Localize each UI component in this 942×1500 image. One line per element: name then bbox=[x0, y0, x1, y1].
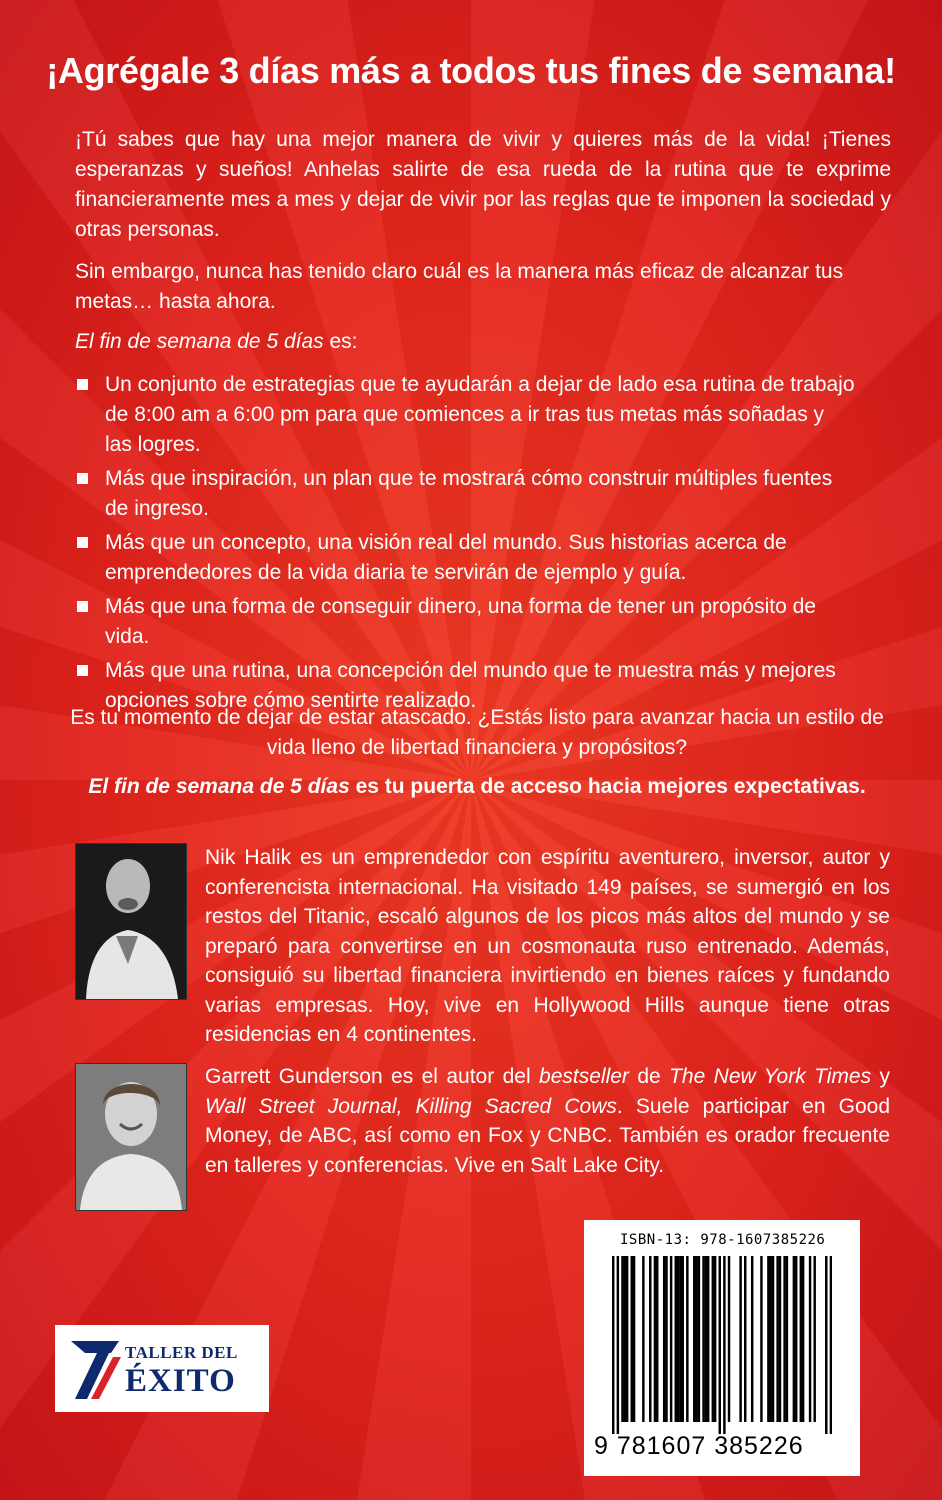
barcode-digits: 9 781607 385226 bbox=[594, 1432, 804, 1460]
barcode-bars-icon bbox=[612, 1256, 832, 1434]
barcode-bar bbox=[665, 1256, 667, 1422]
barcode-bar bbox=[626, 1256, 628, 1422]
publisher-logo bbox=[55, 1325, 269, 1412]
barcode-bar bbox=[783, 1256, 785, 1422]
barcode-bar bbox=[681, 1256, 683, 1422]
barcode-bar bbox=[767, 1256, 769, 1422]
list-item bbox=[75, 528, 855, 588]
bio-text: de bbox=[628, 1065, 670, 1088]
barcode-bar bbox=[769, 1256, 771, 1422]
bio-italic: bestseller bbox=[539, 1065, 629, 1088]
barcode-bar bbox=[633, 1256, 635, 1422]
portrait-nik-image bbox=[76, 844, 186, 999]
bio-garrett-gunderson bbox=[205, 1062, 890, 1180]
barcode-bar bbox=[642, 1256, 644, 1422]
barcode-bar bbox=[624, 1256, 626, 1422]
square-bullet-icon bbox=[77, 665, 88, 676]
second-paragraph: Sin embargo, nunca has tenido claro cuál es la manera más eficaz de alcanzar tus metas… hasta ahora. bbox=[75, 260, 844, 313]
list-item bbox=[75, 464, 855, 524]
barcode-bar bbox=[707, 1256, 709, 1422]
intro-paragraph: ¡Tú sabes que hay una mejor manera de vivir y quieres más de la vida! ¡Tienes esperanzas y sueños! Anhelas salirte de esa rueda de la rutina que te exprime financieramente mes a mes y dejar de vivir por las reglas que te imponen la sociedad y otras personas. bbox=[75, 128, 891, 241]
headline: ¡Agrégale 3 días más a todos tus fines de semana! bbox=[46, 50, 896, 91]
barcode-bar bbox=[693, 1256, 695, 1422]
list-item bbox=[75, 592, 855, 652]
list-item-text: Más que una rutina, una concepción del mundo que te muestra más y mejores opciones sobre cómo sentirte realizado. bbox=[105, 659, 836, 712]
list-item-text: Más que una forma de conseguir dinero, una forma de tener un propósito de vida. bbox=[105, 595, 816, 648]
barcode-bar bbox=[612, 1256, 614, 1434]
barcode-bar bbox=[649, 1256, 651, 1422]
barcode-bar bbox=[698, 1256, 700, 1422]
square-bullet-icon bbox=[77, 601, 88, 612]
bio-italic: The New York Times bbox=[669, 1065, 872, 1088]
barcode-bar bbox=[654, 1256, 656, 1422]
barcode-bar bbox=[677, 1256, 679, 1422]
benefits-list bbox=[75, 370, 855, 720]
barcode-bar bbox=[714, 1256, 716, 1422]
barcode-bar bbox=[825, 1256, 827, 1434]
barcode-bar bbox=[686, 1256, 688, 1422]
closing-title-italic: El fin de semana de 5 días bbox=[88, 775, 350, 798]
barcode-bar bbox=[793, 1256, 795, 1422]
closing-tagline bbox=[62, 772, 892, 802]
portrait-garrett-image bbox=[76, 1064, 186, 1210]
barcode-bar bbox=[830, 1256, 832, 1434]
bio-text: . Suele participar en Good Money, de ABC, así como en Fox y CNBC. También es orador frecuente en talleres y conferencias. Vive en Salt Lake City. bbox=[205, 1094, 891, 1177]
isbn-barcode bbox=[584, 1220, 860, 1476]
logo-text-top: TALLER DEL bbox=[125, 1343, 238, 1362]
barcode-bar bbox=[656, 1256, 658, 1422]
logo-text-bottom: ÉXITO bbox=[125, 1363, 236, 1399]
list-item-text: Más que inspiración, un plan que te mostrará cómo construir múltiples fuentes de ingreso. bbox=[105, 467, 833, 520]
bio-text: Garrett Gunderson es el autor del bbox=[205, 1065, 540, 1088]
square-bullet-icon bbox=[77, 379, 88, 390]
list-item-text: Más que un concepto, una visión real del mundo. Sus historias acerca de emprendedores de la vida diaria te servirán de ejemplo y guía. bbox=[105, 531, 787, 584]
barcode-bar bbox=[631, 1256, 633, 1422]
barcode-bar bbox=[663, 1256, 665, 1422]
barcode-bar bbox=[776, 1256, 778, 1422]
author-photo-nik bbox=[75, 843, 187, 1000]
barcode-bar bbox=[786, 1256, 788, 1422]
barcode-bar bbox=[712, 1256, 714, 1422]
barcode-bar bbox=[802, 1256, 804, 1422]
barcode-bar bbox=[695, 1256, 697, 1422]
barcode-bar bbox=[739, 1256, 741, 1422]
barcode-bar bbox=[800, 1256, 802, 1422]
bio-nik-halik: Nik Halik es un emprendedor con espíritu aventurero, inversor, autor y conferencista internacional. Ha visitado 149 países, se sumergió en los restos del Titanic, escaló algunos de los picos más altos del mundo y se preparó para convertirse en un cosmonauta ruso entrenado. Además, consiguió su libertad financiera invirtiendo en bienes raíces y fundando varias empresas. Hoy, vive en Hollywood Hills aunque tiene otras residencias en 4 continentes. bbox=[205, 846, 890, 1046]
barcode-bar bbox=[809, 1256, 811, 1422]
barcode-bar bbox=[813, 1256, 815, 1422]
barcode-bar bbox=[679, 1256, 681, 1422]
bio-italic: Wall Street Journal, Killing Sacred Cows bbox=[205, 1094, 617, 1118]
publisher-logo-mark-icon bbox=[67, 1333, 123, 1403]
barcode-bar bbox=[670, 1256, 672, 1422]
barcode-bar bbox=[675, 1256, 677, 1422]
barcode-bar bbox=[617, 1256, 619, 1434]
barcode-bar bbox=[760, 1256, 762, 1422]
list-item-text: Un conjunto de estrategias que te ayudarán a dejar de lado esa rutina de trabajo de 8:00 am a 6:00 pm para que comiences a ir tras tus metas más soñadas y las logres. bbox=[105, 373, 855, 456]
barcode-bar bbox=[719, 1256, 721, 1434]
barcode-bar bbox=[751, 1256, 753, 1422]
barcode-bar bbox=[621, 1256, 623, 1422]
square-bullet-icon bbox=[77, 473, 88, 484]
barcode-bar bbox=[772, 1256, 774, 1422]
barcode-bar bbox=[779, 1256, 781, 1422]
list-item bbox=[75, 370, 855, 460]
square-bullet-icon bbox=[77, 537, 88, 548]
barcode-bar bbox=[705, 1256, 707, 1422]
barcode-bar bbox=[702, 1256, 704, 1422]
barcode-bar bbox=[795, 1256, 797, 1422]
list-intro-rest: es: bbox=[323, 330, 358, 353]
barcode-bar bbox=[744, 1256, 746, 1422]
author-photo-garrett bbox=[75, 1063, 187, 1211]
barcode-bar bbox=[728, 1256, 730, 1422]
barcode-bar bbox=[723, 1256, 725, 1434]
isbn-label: ISBN-13: 978-1607385226 bbox=[620, 1232, 826, 1248]
list-intro bbox=[75, 327, 891, 357]
bio-text: y bbox=[871, 1065, 891, 1088]
closing-rest: es tu puerta de acceso hacia mejores expectativas. bbox=[349, 775, 866, 798]
moment-paragraph: Es tu momento de dejar de estar atascado. ¿Estás listo para avanzar hacia un estilo de vida lleno de libertad financiera y propósitos? bbox=[70, 706, 884, 759]
book-title-italic: El fin de semana de 5 días bbox=[75, 330, 324, 353]
